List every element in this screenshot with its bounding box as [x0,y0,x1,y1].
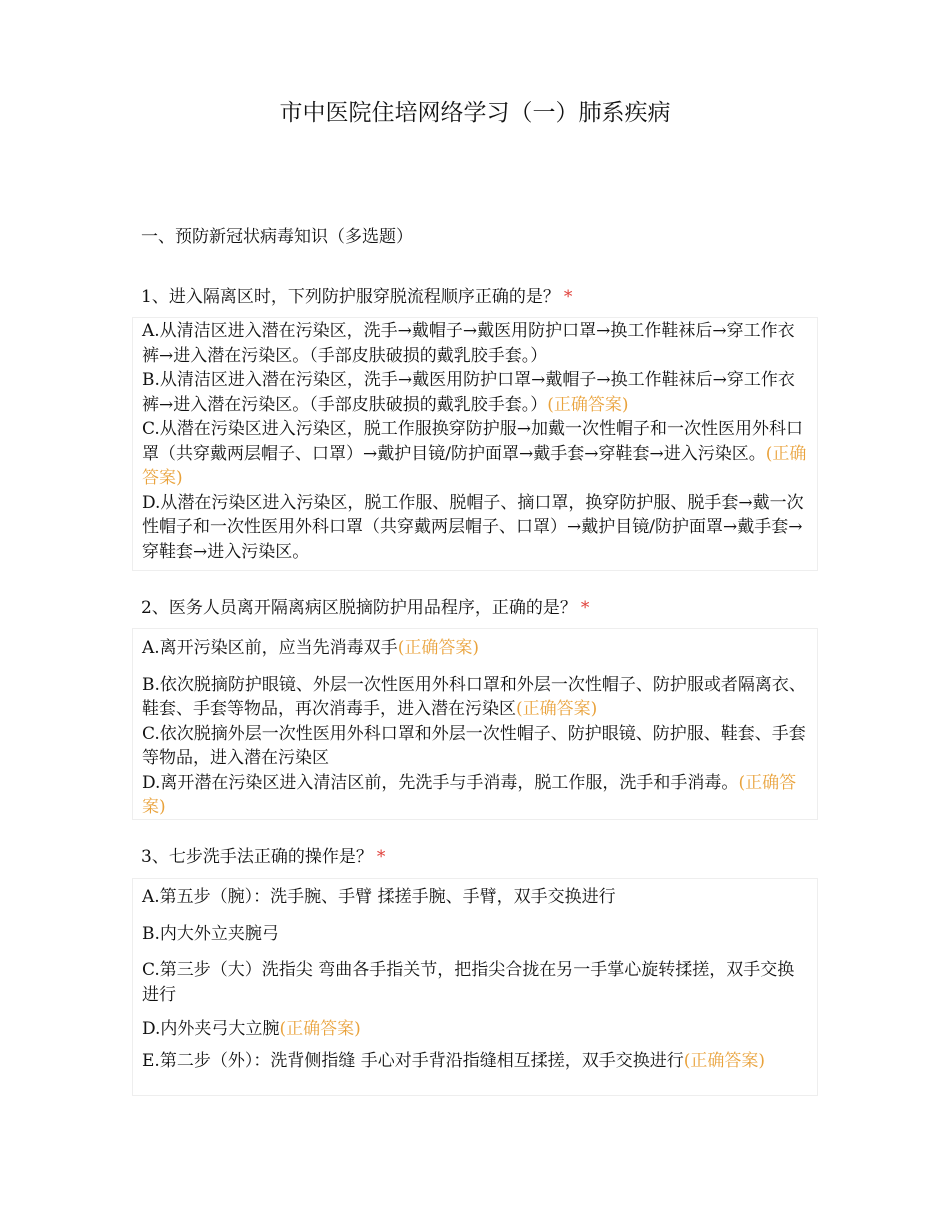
question-2-title [141,593,589,618]
option-a[interactable] [142,885,809,910]
question-text: 3、七步洗手法正确的操作是？ [141,847,373,867]
question-2-options [132,628,818,820]
option-text: B.内大外立夹腕弓 [142,923,279,944]
question-text: 1、进入隔离区时，下列防护服穿脱流程顺序正确的是？ [141,287,560,307]
option-c[interactable] [142,417,809,491]
option-d[interactable] [142,771,809,820]
option-d[interactable] [142,491,809,565]
option-a[interactable] [142,319,809,368]
correct-answer-label: (正确答案) [142,772,797,817]
option-text: B.从清洁区进入潜在污染区，洗手→戴医用防护口罩→戴帽子→换工作鞋袜后→穿工作衣裤→进入潜在污染区。（手部皮肤破损的戴乳胶手套。） [142,370,795,415]
page-title: 市中医院住培网络学习（一）肺系疾病 [279,100,671,126]
option-text: D.内外夹弓大立腕 [142,1019,280,1039]
question-text: 2、医务人员离开隔离病区脱摘防护用品程序，正确的是？ [141,598,577,618]
correct-answer-label: (正确答案) [397,638,479,658]
required-star: * [376,847,386,867]
option-a[interactable] [142,636,809,661]
option-e[interactable] [142,1049,809,1074]
option-text: C.第三步（大）洗指尖 弯曲各手指关节，把指尖合拢在另一手掌心旋转揉搓，双手交换进行 [142,960,795,1005]
option-b[interactable] [142,368,809,417]
correct-answer-label: (正确答案) [547,394,629,415]
question-1-title [141,282,572,307]
question-3-title [141,842,385,867]
correct-answer-label: (正确答案) [279,1019,361,1039]
option-text: A.从清洁区进入潜在污染区，洗手→戴帽子→戴医用防护口罩→换工作鞋袜后→穿工作衣裤→进入潜在污染区。（手部皮肤破损的戴乳胶手套。） [142,321,795,366]
option-text: E.第二步（外）：洗背侧指缝 手心对手背沿指缝相互揉搓，双手交换进行 [142,1050,684,1071]
option-text: C.从潜在污染区进入污染区，脱工作服换穿防护服→加戴一次性帽子和一次性医用外科口罩（共穿戴两层帽子、口罩）→戴护目镜/防护面罩→戴手套→穿鞋套→进入污染区。 [142,419,804,464]
option-text: A.离开污染区前，应当先消毒双手 [142,638,398,658]
option-d[interactable] [142,1017,809,1042]
correct-answer-label: (正确答案) [683,1050,765,1071]
option-b[interactable] [142,673,809,722]
option-text: D.从潜在污染区进入污染区，脱工作服、脱帽子、摘口罩，换穿防护服、脱手套→戴一次性帽子和一次性医用外科口罩（共穿戴两层帽子、口罩）→戴护目镜/防护面罩→戴手套→穿鞋套→进入污染区。 [142,492,804,562]
option-b[interactable] [142,922,809,947]
question-1-options [132,317,818,571]
option-text: C.依次脱摘外层一次性医用外科口罩和外层一次性帽子、防护眼镜、防护服、鞋套、手套等物品，进入潜在污染区 [142,723,806,768]
option-text: A.第五步（腕）：洗手腕、手臂 揉搓手腕、手臂，双手交换进行 [142,887,616,907]
required-star: * [563,287,573,307]
option-text: D.离开潜在污染区进入清洁区前，先洗手与手消毒，脱工作服，洗手和手消毒。 [142,772,739,793]
question-3-options [132,878,818,1096]
correct-answer-label: (正确答案) [516,699,598,719]
option-c[interactable] [142,958,809,1007]
required-star: * [580,598,590,618]
option-text: B.依次脱摘防护眼镜、外层一次性医用外科口罩和外层一次性帽子、防护服或者隔离衣、鞋套、手套等物品，再次消毒手，进入潜在污染区 [142,674,806,719]
option-c[interactable] [142,722,809,771]
correct-answer-label: (正确答案) [142,443,807,488]
section-heading: 一、预防新冠状病毒知识（多选题） [141,227,413,247]
